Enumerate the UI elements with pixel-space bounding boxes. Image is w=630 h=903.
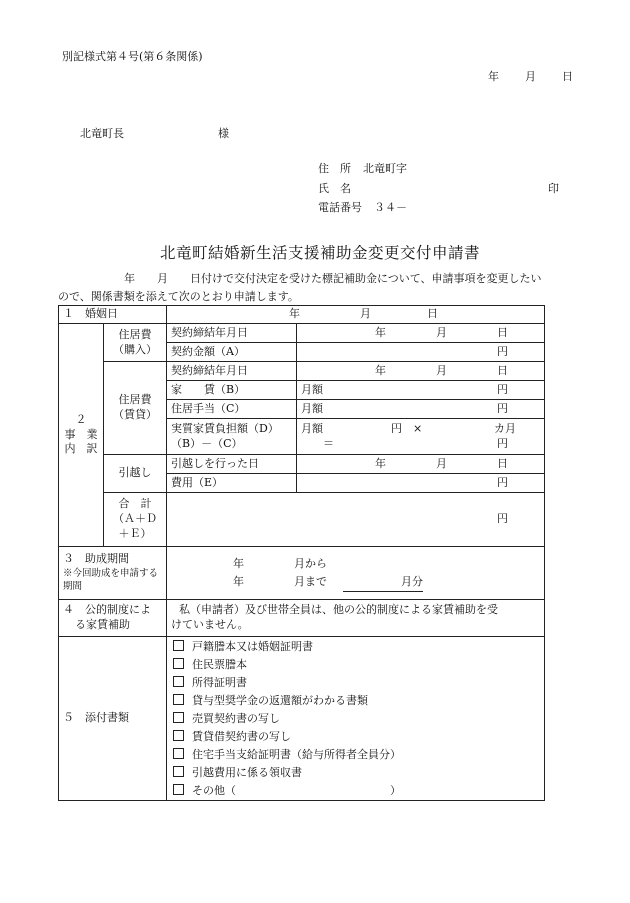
public-subsidy-text-2: けていません。 (171, 618, 249, 631)
attachment-item (173, 728, 540, 746)
period-from-year: 年 (233, 557, 244, 570)
section-2-line1: 事 業 (64, 427, 98, 441)
addressee: 北竜町長 (80, 127, 124, 140)
period-title: ３ 助成期間 (63, 551, 129, 565)
rent-group (104, 362, 167, 455)
public-subsidy-label-2: る家賃補助 (75, 618, 130, 631)
unit-day: 日 (497, 363, 508, 377)
attachment-label: 売買契約書の写し (192, 711, 280, 725)
address-label: 住 所 (318, 162, 351, 175)
attachment-label: 所得証明書 (192, 675, 247, 689)
rent-label: 家 賃（B） (167, 381, 297, 400)
monthly-label: 月額 (301, 382, 323, 396)
attachment-item (173, 674, 540, 692)
attachment-item (173, 656, 540, 674)
marriage-date-field[interactable] (167, 306, 545, 324)
purchase-group-label: 住居費 (118, 327, 152, 341)
attachment-label: その他（ ） (192, 783, 401, 797)
attachment-label: 住宅手当支給証明書（給与所得者全員分） (192, 747, 401, 761)
marriage-label: １ 婚姻日 (59, 306, 167, 324)
attachment-label: 引越費用に係る領収書 (192, 765, 302, 779)
checkbox[interactable] (173, 694, 184, 705)
row-attachments (59, 637, 545, 801)
unit-day: 日 (497, 325, 508, 339)
purchase-contract-date-field[interactable] (297, 324, 545, 343)
marriage-month: 月 (360, 307, 371, 321)
housing-allowance-field[interactable] (297, 400, 545, 419)
actual-rent-field[interactable] (297, 419, 545, 455)
period-note: ※今回助成を申請する期間 (63, 567, 159, 593)
actual-rent-formula: （B）－（C） (171, 436, 243, 450)
checkbox[interactable] (173, 784, 184, 795)
unit-month: 月 (436, 456, 447, 470)
form-number: 別記様式第４号(第６条関係) (62, 50, 203, 63)
public-subsidy-text (167, 600, 545, 637)
moving-date-label: 引越しを行った日 (167, 455, 297, 474)
moving-group: 引越し (104, 455, 167, 493)
period-to-month: 月まで (294, 575, 327, 588)
section-2-line2: 内 訳 (64, 442, 98, 456)
checkbox[interactable] (173, 712, 184, 723)
row-moving-date (59, 455, 545, 474)
total-line2: （Ａ＋Ｄ (113, 512, 157, 526)
applicant-phone (318, 199, 407, 215)
seal-mark: 印 (548, 182, 559, 195)
purchase-group (104, 324, 167, 362)
attachment-item (173, 764, 540, 782)
months-label: カ月 (494, 421, 516, 435)
checkbox[interactable] (173, 766, 184, 777)
intro-line-2: ので、関係書類を添えて次のとおり申請します。 (58, 290, 299, 303)
unit-year: 年 (375, 363, 386, 377)
moving-date-field[interactable] (297, 455, 545, 474)
checkbox[interactable] (173, 676, 184, 687)
checkbox[interactable] (173, 658, 184, 669)
attachment-item (173, 638, 540, 656)
row-purchase-contract-date (59, 324, 545, 343)
row-total (59, 493, 545, 547)
attachment-item (173, 710, 540, 728)
rent-group-sub: （賃貸） (113, 408, 157, 421)
rent-contract-date-field[interactable] (297, 362, 545, 381)
equals-sign: ＝ (323, 436, 334, 450)
unit-yen: 円 (497, 436, 508, 450)
document-title: 北竜町結婚新生活支援補助金変更交付申請書 (160, 244, 481, 262)
checkbox[interactable] (173, 730, 184, 741)
unit-month: 月 (436, 363, 447, 377)
attachment-item (173, 746, 540, 764)
unit-yen: 円 (497, 401, 508, 415)
period-from-month: 月から (294, 557, 327, 570)
applicant-address (318, 160, 407, 176)
purchase-amount-field[interactable] (297, 343, 545, 362)
attachment-item (173, 692, 540, 710)
purchase-contract-date-label: 契約締結年月日 (167, 324, 297, 343)
intro-line-1: 年 月 日付けで交付決定を受けた標記補助金について、申請事項を変更したい (124, 272, 542, 285)
unit-yen: 円 (497, 475, 508, 489)
total-line3: ＋Ｅ） (118, 526, 152, 540)
period-to-year: 年 (233, 575, 244, 588)
section-2-label (59, 324, 104, 547)
moving-cost-label: 費用（E） (167, 474, 297, 493)
times-label: 円 × (391, 421, 423, 435)
application-table (58, 305, 545, 801)
marriage-day: 日 (427, 307, 438, 321)
purchase-group-sub: （購入） (113, 342, 157, 356)
actual-rent-title: 実質家賃負担額（D） (171, 421, 279, 435)
unit-yen: 円 (497, 512, 508, 526)
public-subsidy-text-1: 私（申請者）及び世帯全員は、他の公的制度による家賃補助を受 (179, 603, 498, 617)
unit-yen: 円 (497, 344, 508, 358)
rent-group-label: 住居費 (118, 393, 152, 407)
total-line1: 合 計 (118, 497, 152, 511)
marriage-year: 年 (289, 307, 300, 321)
period-label (59, 547, 167, 600)
phone-label: 電話番号 (318, 201, 362, 214)
monthly-label: 月額 (301, 421, 323, 435)
phone-value: ３４－ (374, 201, 407, 214)
checkbox[interactable] (173, 748, 184, 759)
attachment-label: 住民票謄本 (192, 657, 247, 671)
unit-day: 日 (497, 456, 508, 470)
unit-yen: 円 (497, 382, 508, 396)
applicant-name: 氏 名 (318, 182, 351, 195)
unit-month: 月 (436, 325, 447, 339)
row-public-subsidy (59, 600, 545, 637)
attachment-label: 戸籍謄本又は婚姻証明書 (192, 639, 313, 653)
attachment-label: 賃貸借契約書の写し (192, 729, 291, 743)
public-subsidy-label-1: ４ 公的制度によ (63, 603, 151, 617)
section-2-number: ２ (75, 412, 87, 426)
unit-year: 年 (375, 325, 386, 339)
housing-allowance-label: 住居手当（C） (167, 400, 297, 419)
monthly-label: 月額 (301, 401, 323, 415)
public-subsidy-label (59, 600, 167, 637)
period-months-field[interactable]: 月分 (343, 573, 423, 592)
row-rent-contract-date (59, 362, 545, 381)
header-date (488, 68, 573, 84)
actual-rent-label (167, 419, 297, 455)
total-label (104, 493, 167, 547)
rent-field[interactable] (297, 381, 545, 400)
row-period (59, 547, 545, 600)
checkbox[interactable] (173, 640, 184, 651)
header-month: 月 (525, 70, 536, 83)
total-field[interactable] (167, 493, 545, 547)
header-day: 日 (562, 70, 573, 83)
moving-cost-field[interactable] (297, 474, 545, 493)
row-marriage-date (59, 306, 545, 324)
addressee-sama: 様 (218, 127, 229, 140)
rent-contract-date-label: 契約締結年月日 (167, 362, 297, 381)
attachments-list (167, 637, 545, 801)
attachment-item (173, 782, 540, 800)
purchase-amount-label: 契約金額（A） (167, 343, 297, 362)
address-value: 北竜町字 (363, 162, 407, 175)
attachment-label: 貸与型奨学金の返還額がわかる書類 (192, 693, 368, 707)
attachments-label: ５ 添付書類 (59, 637, 167, 801)
unit-year: 年 (375, 456, 386, 470)
period-field[interactable] (167, 547, 545, 600)
header-year: 年 (488, 70, 499, 83)
